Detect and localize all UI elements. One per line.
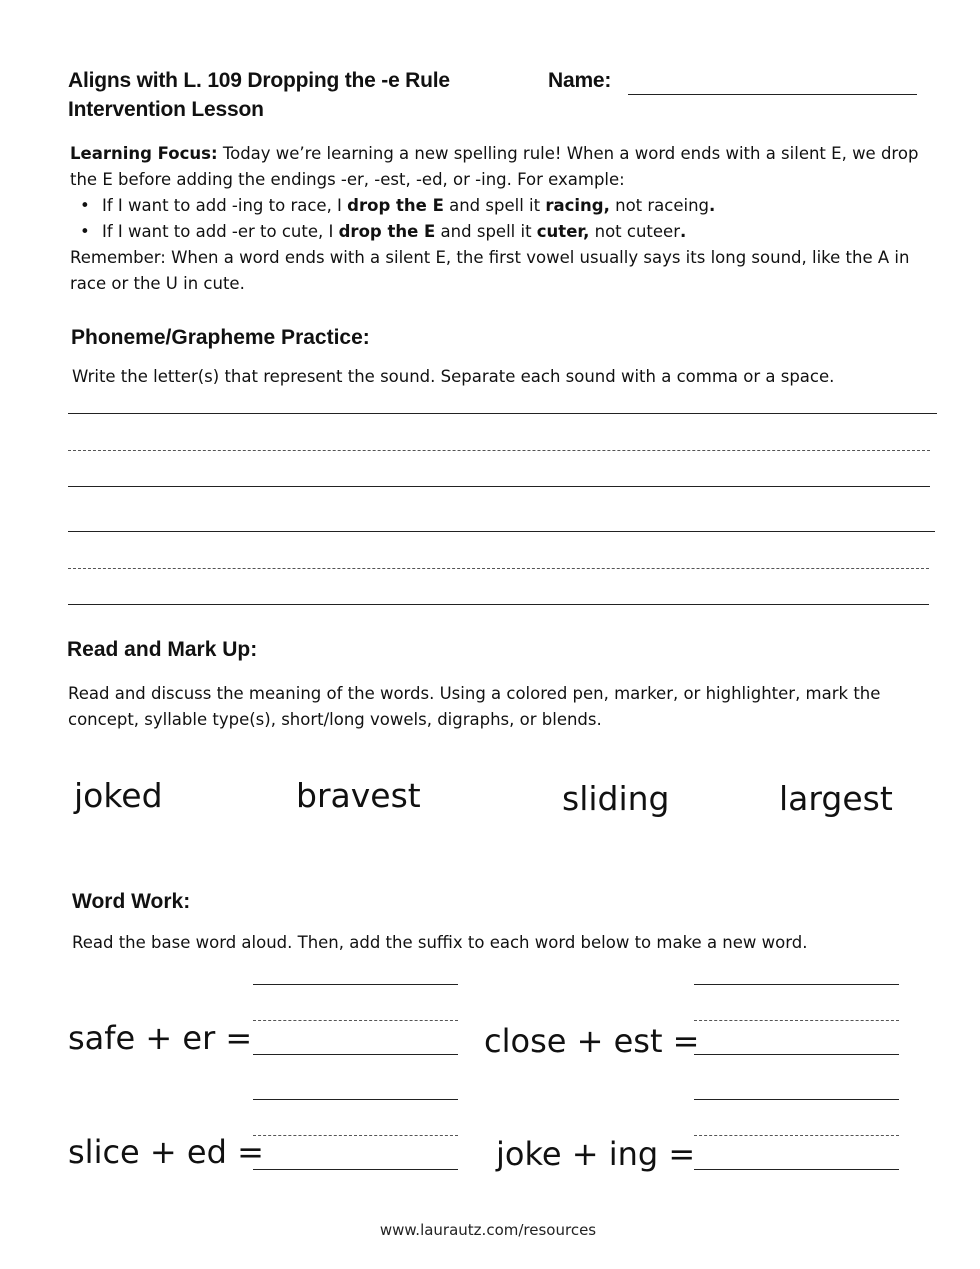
phoneme-instructions: Write the letter(s) that represent the sound. Separate each sound with a comma or a space. [72,367,835,386]
name-field-line[interactable] [628,94,917,95]
footer-url: www.laurautz.com/resources [379,1221,597,1239]
worksheet-subtitle: Intervention Lesson [68,98,264,121]
word-problem-safe-er: safe + er = [68,1019,253,1057]
learning-focus-label: Learning Focus: [70,144,218,163]
writing-base-line[interactable] [68,486,930,487]
answer-mid-line[interactable] [253,1135,458,1136]
word-problem-slice-ed: slice + ed = [68,1133,264,1171]
answer-base-line[interactable] [694,1054,899,1055]
answer-mid-line[interactable] [253,1020,458,1021]
example-item: • If I want to add -ing to race, I drop the E and spell it racing, not raceing. [70,193,940,219]
learning-focus-intro: Today we’re learning a new spelling rule! When a word ends with a silent E, we drop the E before adding the endings -er, -est, -ed, or -ing. For example: [70,144,919,189]
word-problem-close-est: close + est = [484,1022,700,1060]
markup-word-largest: largest [779,779,893,818]
markup-word-joked: joked [74,776,163,815]
answer-mid-line[interactable] [694,1135,899,1136]
writing-top-line[interactable] [68,531,935,532]
phoneme-heading: Phoneme/Grapheme Practice: [71,326,370,349]
markup-word-sliding: sliding [562,779,670,818]
answer-top-line[interactable] [694,984,899,985]
example-item: • If I want to add -er to cute, I drop the E and spell it cuter, not cuteer. [70,219,940,245]
markup-instructions: Read and discuss the meaning of the words. Using a colored pen, marker, or highlighter, mark the concept, syllable type(s), short/long vowels, digraphs, or blends. [68,684,881,729]
word-work-heading: Word Work: [72,890,191,913]
answer-mid-line[interactable] [694,1020,899,1021]
answer-top-line[interactable] [694,1099,899,1100]
writing-mid-line[interactable] [68,450,930,451]
writing-mid-line[interactable] [68,568,929,569]
remember-note: Remember: When a word ends with a silent E, the first vowel usually says its long sound, like the A in race or the U in cute. [70,248,910,293]
worksheet-title: Aligns with L. 109 Dropping the -e Rule [68,69,450,92]
word-problem-joke-ing: joke + ing = [496,1135,696,1173]
word-work-instructions: Read the base word aloud. Then, add the suffix to each word below to make a new word. [72,933,808,952]
example-list [70,193,940,245]
writing-base-line[interactable] [68,604,929,605]
markup-heading: Read and Mark Up: [67,638,258,661]
answer-base-line[interactable] [253,1169,458,1170]
name-label: Name: [548,69,612,92]
answer-base-line[interactable] [253,1054,458,1055]
answer-top-line[interactable] [253,984,458,985]
markup-word-bravest: bravest [296,776,421,815]
writing-top-line[interactable] [68,413,937,414]
answer-top-line[interactable] [253,1099,458,1100]
answer-base-line[interactable] [694,1169,899,1170]
learning-focus [70,141,940,297]
